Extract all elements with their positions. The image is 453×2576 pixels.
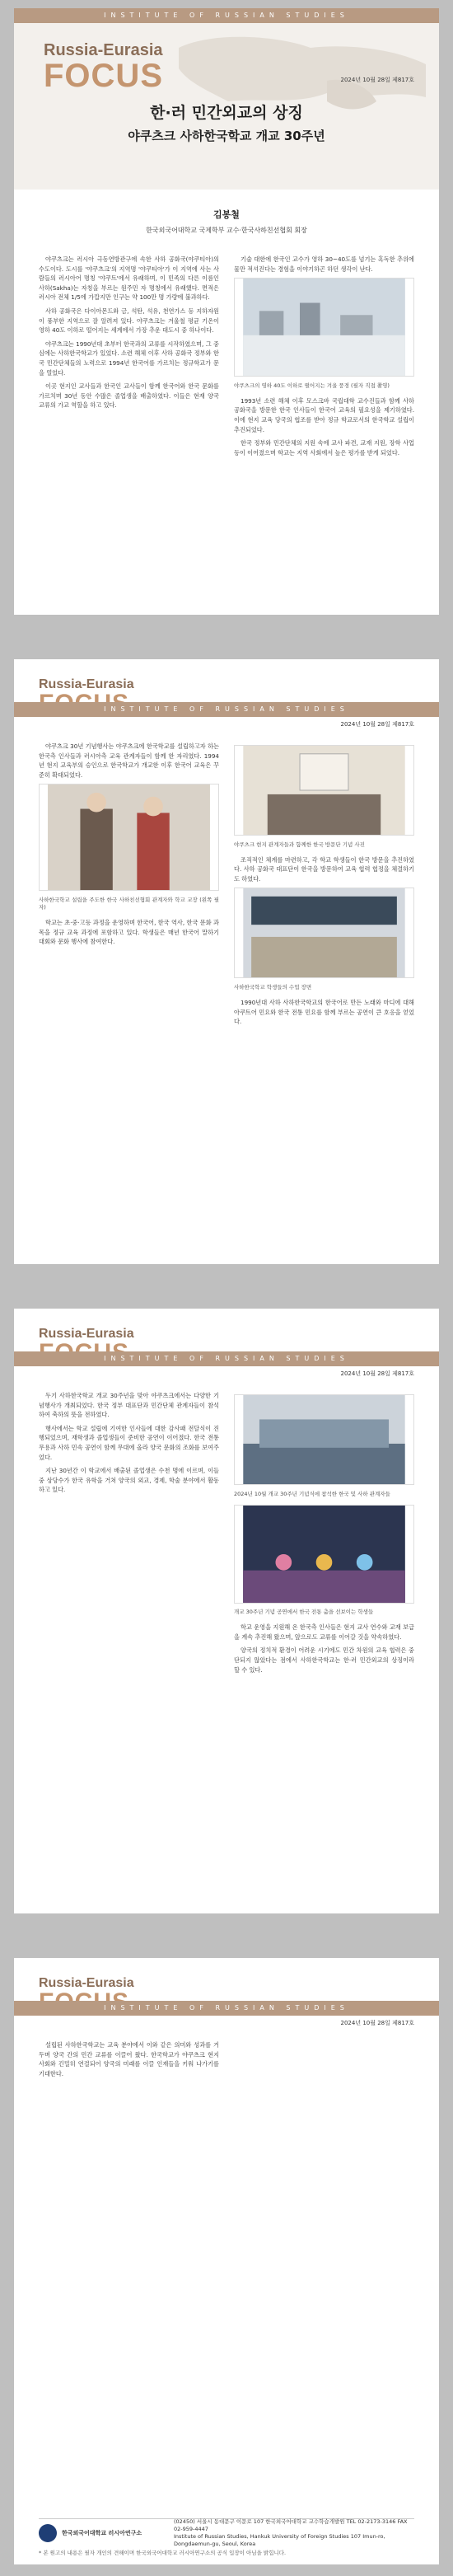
figure-caption: 사하한국학교 학생들의 수업 장면 <box>234 983 312 991</box>
brand-top: Russia-Eurasia <box>39 1327 134 1341</box>
publisher-name: 한국외국어대학교 러시아연구소 <box>62 2529 142 2536</box>
figure-class-photo <box>234 888 414 991</box>
publisher-footer <box>39 2518 414 2546</box>
paragraph: 조직적인 체계를 마련하고, 각 학교 학생들이 한국 방문을 추진하였다. 사하 공화국 대표단이 한국을 방문하여 교육 협력 협정을 체결하기도 하였다. <box>234 855 414 883</box>
brand-top: Russia-Eurasia <box>44 41 163 59</box>
photo-founders <box>39 784 219 891</box>
paragraph: 야쿠츠크는 러시아 극동연방관구에 속한 사하 공화국(야쿠티아)의 수도이다. 도시를 '야쿠츠크'의 지역명 '야쿠티아'가 이 지역에 사는 사람들의 러시아어 명칭 '야쿠트'에서 유래하며, 이 민족의 다른 이름인 사하(Sakha)는 자칭을 부르는 원주민 자 명칭에서 유래했다. 면적은 러시아 전체 1/5에 가깝지만 인구는 약 100만 명 가량에 불과하다. <box>39 255 219 302</box>
figure-ceremony-photo <box>234 1394 414 1498</box>
page1-column-right <box>234 255 414 461</box>
paragraph: 1990년대 사하 사하한국학교의 한국어로 만든 노래와 마디에 대해 아쿠트어 민요와 한국 전통 민요를 함께 부르는 공연이 큰 호응을 얻었다. <box>234 998 414 1026</box>
photo-winter-landscape <box>234 278 414 377</box>
paragraph: 지난 30년간 이 학교에서 배출된 졸업생은 수천 명에 이르며, 이들 중 상당수가 한국 유학을 거쳐 양국의 외교, 경제, 학술 분야에서 활동하고 있다. <box>39 1467 219 1494</box>
paragraph: 두기 사하한국학교 개교 30주년을 맞아 야쿠츠크에서는 다양한 기념행사가 개최되었다. 한국 정부 대표단과 민간단체 관계자들이 참석하여 축하의 뜻을 전하였다. <box>39 1392 219 1419</box>
page4-column-left <box>39 2040 219 2082</box>
paragraph: 사하 공화국은 다이아몬드와 금, 석탄, 석유, 천연가스 등 지하자원이 풍부한 지역으로 잘 알려져 있다. 야쿠츠크는 겨울철 평균 기온이 영하 40도 이하로 떨어지는 세계에서 가장 추운 대도시 중 하나이다. <box>39 307 219 335</box>
issue-line: 2024년 10월 28일 제817호 <box>340 721 414 728</box>
photo-performance <box>234 1505 414 1604</box>
paragraph: 양국의 정치적 환경이 어려운 시기에도 민간 차원의 교육 협력은 중단되지 않았다는 점에서 사하한국학교는 한·러 민간외교의 상징이라 할 수 있다. <box>234 1646 414 1674</box>
figure-caption: 사하한국학교 설립을 주도한 한국 사하친선협회 관계자와 학교 교장 (왼쪽 필자) <box>39 896 219 911</box>
brand-top: Russia-Eurasia <box>39 677 134 691</box>
paragraph: 학교는 초·중·고등 과정을 운영하며 한국어, 한국 역사, 한국 문화 과목을 정규 교육 과정에 포함하고 있다. 학생들은 매년 한국어 말하기 대회와 문화 행사에 참여한다. <box>39 918 219 946</box>
paragraph: 학교 운영을 지원해 온 한국측 인사들은 현지 교사 연수와 교재 보급을 계속 추진해 왔으며, 앞으로도 교류를 이어갈 것을 약속하였다. <box>234 1623 414 1641</box>
address-english: Institute of Russian Studies, Hankuk University of Foreign Studies 107 Imun-ro, Dongdaemun-gu, Seoul, Korea <box>174 2532 385 2547</box>
page-3 <box>14 1309 439 1913</box>
issue-line: 2024년 10월 28일 제817호 <box>340 1370 414 1377</box>
figure-caption: 야쿠츠크 현지 관계자들과 함께한 한국 방문단 기념 사진 <box>234 841 365 848</box>
photo-classroom <box>234 888 414 978</box>
paragraph: 행사에서는 학교 설립에 기여한 인사들에 대한 감사패 전달식이 진행되었으며, 재학생과 졸업생들이 준비한 공연이 이어졌다. 한국 전통 무용과 사하 민속 공연이 함께 무대에 올라 양국 문화의 조화를 보여주었다. <box>39 1424 219 1461</box>
page-2 <box>14 659 439 1264</box>
institute-band: INSTITUTE OF RUSSIAN STUDIES <box>14 702 439 717</box>
institute-band: INSTITUTE OF RUSSIAN STUDIES <box>14 8 439 23</box>
paragraph: 이곳 현지인 교사들과 한국인 교사들이 함께 한국어와 한국 문화를 가르치며 30년 동안 수많은 졸업생을 배출하였다. 이들은 현재 양국 교류의 가교 역할을 하고 있다. <box>39 382 219 410</box>
page1-column-left <box>39 255 219 461</box>
page2-column-left <box>39 742 219 1031</box>
paragraph: 설립된 사하한국학교는 교육 분야에서 이와 같은 의미와 성과를 거두며 양국 간의 민간 교류를 이끌어 왔다. 한국학교가 야쿠츠크 현지 사회와 긴밀히 연결되어 양국의 미래를 이끌 인재들을 키워 나가기를 기대한다. <box>39 2041 219 2077</box>
page2-column-right <box>234 742 414 1031</box>
address-korean: (02450) 서울시 동대문구 이문로 107 한국외국어대학교 교수학습개발원 TEL 02-2173-3146 FAX 02-959-4447 <box>174 2517 408 2532</box>
figure-winter-photo <box>234 278 414 390</box>
figure-performance-photo <box>234 1505 414 1617</box>
paragraph: 야쿠츠크는 1990년대 초부터 한국과의 교류를 시작하였으며, 그 중심에는 사하한국학교가 있었다. 소련 해체 이후 사하 공화국 정부와 한국 민간단체들의 노력으로 1994년 한국어를 가르치는 정규학교가 문을 열었다. <box>39 340 219 377</box>
institute-band: INSTITUTE OF RUSSIAN STUDIES <box>14 2001 439 2016</box>
issue-line: 2024년 10월 28일 제817호 <box>340 77 414 83</box>
masthead-large <box>14 8 439 190</box>
photo-ceremony <box>234 1394 414 1485</box>
article-title: 한·러 민간외교의 상징 <box>150 104 303 122</box>
university-seal-icon <box>39 2524 57 2542</box>
paragraph: 한국 정부와 민간단체의 지원 속에 교사 파견, 교재 지원, 장학 사업 등이 이어졌으며 학교는 지역 사회에서 높은 평가를 받게 되었다. <box>234 439 414 457</box>
figure-caption: 야쿠츠크의 영하 40도 이하로 떨어지는 겨울 풍경 (필자 직접 촬영) <box>234 382 390 389</box>
masthead-small <box>14 1309 439 1379</box>
figure-caption: 2024년 10월 개교 30주년 기념식에 참석한 한국 및 사하 관계자들 <box>234 1490 390 1497</box>
paragraph: 야쿠츠크 30년 기념행사는 야쿠츠크에 한국학교를 설립하고자 하는 한국측 인사들과 러시아측 교육 관계자들이 함께 한 자리였다. 1994년 현지 교육부의 승인으로 한국학교가 개교한 이후 한국어 교육은 꾸준히 확대되었다. <box>39 742 219 779</box>
author-affiliation: 한국외국어대학교 국제학부 교수·한국사하친선협회 회장 <box>146 227 307 234</box>
masthead-small <box>14 659 439 730</box>
paragraph: 기술 대한에 한국인 교수가 영하 30~40도를 넘기는 혹독한 추위에 물만 적셔진다는 경험을 이야기하곤 하던 생각이 난다. <box>234 255 414 273</box>
disclaimer-note: * 본 원고의 내용은 필자 개인의 견해이며 한국외국어대학교 러시아연구소의 공식 입장이 아님을 밝힙니다. <box>39 2550 287 2556</box>
page3-column-right <box>234 1391 414 1679</box>
publisher-address <box>174 2518 414 2548</box>
photo-delegation <box>234 745 414 836</box>
brand-logo <box>44 41 163 92</box>
page-1 <box>14 8 439 615</box>
issue-line: 2024년 10월 28일 제817호 <box>340 2020 414 2026</box>
figure-caption: 개교 30주년 기념 공연에서 한국 전통 춤을 선보이는 학생들 <box>234 1609 374 1616</box>
paragraph: 1993년 소련 해체 이후 모스크바 국립대학 교수진들과 함께 사하 공화국을 방문한 한국 인사들이 한국어 교육의 필요성을 제기하였다. 이에 현지 교육 당국의 협조를 받아 정규 학교로서의 한국학교 설립이 추진되었다. <box>234 396 414 433</box>
page4-column-right <box>234 2040 414 2082</box>
author-name: 김봉철 <box>213 209 240 220</box>
page3-column-left <box>39 1391 219 1679</box>
article-subtitle: 야쿠츠크 사하한국학교 개교 30주년 <box>128 129 325 143</box>
masthead-small <box>14 1958 439 2029</box>
page-4 <box>14 1958 439 2564</box>
figure-founders-photo <box>39 784 219 911</box>
figure-delegation-photo <box>234 745 414 849</box>
institute-band: INSTITUTE OF RUSSIAN STUDIES <box>14 1351 439 1366</box>
brand-top: Russia-Eurasia <box>39 1976 134 1990</box>
brand-focus: FOCUS <box>44 58 163 94</box>
